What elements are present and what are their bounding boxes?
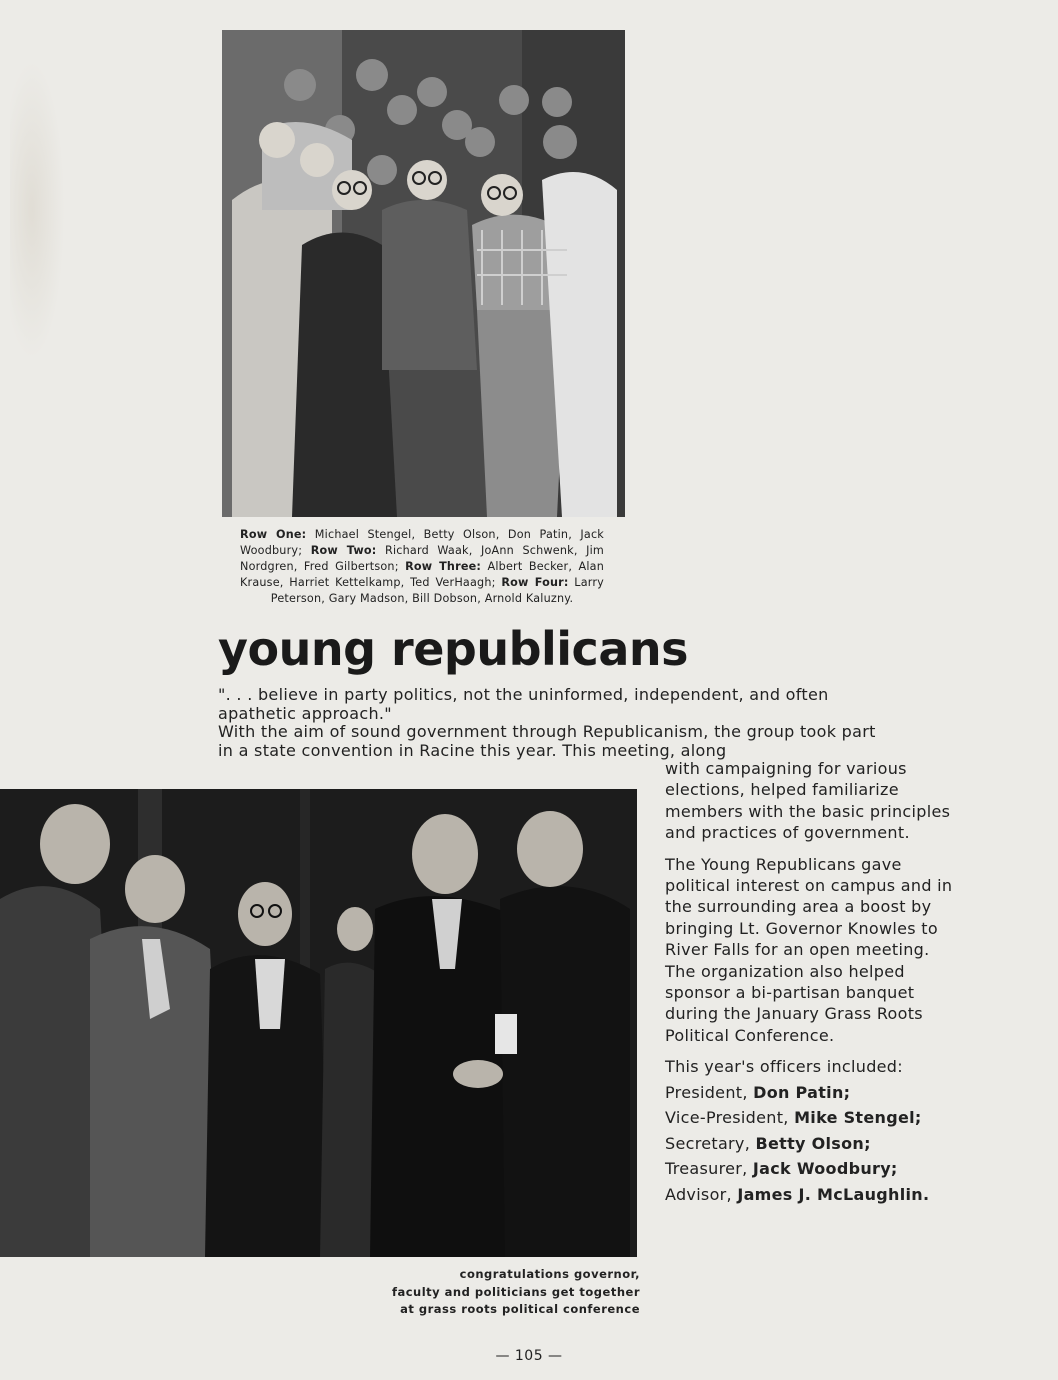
officer-role: President, (665, 1082, 754, 1102)
lead-line-3: With the aim of sound government through Republicanism, the group took part (218, 722, 876, 741)
officer-role: Advisor, (665, 1184, 738, 1204)
paper-stain (10, 60, 65, 360)
officer-name: James J. McLaughlin. (737, 1184, 930, 1204)
group-photo-illustration (222, 30, 625, 517)
officer-role: Secretary, (665, 1133, 756, 1153)
row-two-names: Richard Waak, JoAnn Schwenk, Jim Nordgren, Fred Gilbertson; (240, 544, 604, 573)
conference-photo-illustration (0, 789, 637, 1257)
officers-intro: This year's officers included: (665, 1057, 903, 1077)
lead-paragraph (218, 686, 938, 760)
officer-treasurer (665, 1156, 965, 1182)
officer-name: Don Patin; (753, 1082, 851, 1102)
officer-vice-president (665, 1105, 965, 1131)
officer-advisor (665, 1182, 965, 1208)
officer-name: Jack Woodbury; (752, 1159, 898, 1179)
officer-president (665, 1080, 965, 1106)
conference-photo-caption (380, 1266, 640, 1319)
row-one-label: Row One: (240, 528, 307, 541)
article-paragraph-2: The Young Republicans gave political interest on campus and in the surrounding area a boost by bringing Lt. Governor Knowles to River Falls for an open meeting. The organization also helped sponsor a bi-partisan banquet during the January Grass Roots Political Conference. (665, 854, 953, 1045)
group-photo-caption (240, 527, 604, 607)
officer-role: Treasurer, (665, 1159, 753, 1179)
row-three-names: Albert Becker, Alan Krause, Harriet Kettelkamp, Ted VerHaagh; (240, 560, 605, 589)
lead-line-2: apathetic approach." (218, 703, 392, 723)
lead-line-4: in a state convention in Racine this year. This meeting, along (218, 740, 727, 760)
page-title: young republicans (218, 622, 688, 676)
page-number: — 105 — (495, 1348, 563, 1364)
group-photo (222, 30, 625, 517)
officer-name: Betty Olson; (755, 1133, 871, 1153)
officer-name: Mike Stengel; (794, 1108, 922, 1128)
officers-list (665, 1080, 965, 1208)
row-three-label: Row Three: (405, 560, 482, 573)
caption-line-3: at grass roots political conference (400, 1302, 640, 1316)
caption-line-1: congratulations governor, (459, 1267, 640, 1281)
article-column (665, 758, 965, 1207)
row-four-label: Row Four: (501, 576, 569, 589)
row-two-label: Row Two: (310, 544, 377, 557)
officer-role: Vice-President, (665, 1108, 795, 1128)
row-four-names: Larry Peterson, Gary Madson, Bill Dobson, Arnold Kaluzny. (270, 576, 604, 605)
lead-line-1: ". . . believe in party politics, not the uninformed, independent, and often (218, 685, 829, 704)
officer-secretary (665, 1131, 965, 1157)
article-paragraph-1: with campaigning for various elections, helped familiarize members with the basic principles and practices of government. (665, 759, 951, 843)
caption-line-2: faculty and politicians get together (391, 1284, 640, 1299)
row-one-names: Michael Stengel, Betty Olson, Don Patin, Jack Woodbury; (240, 528, 604, 557)
conference-photo (0, 789, 637, 1257)
